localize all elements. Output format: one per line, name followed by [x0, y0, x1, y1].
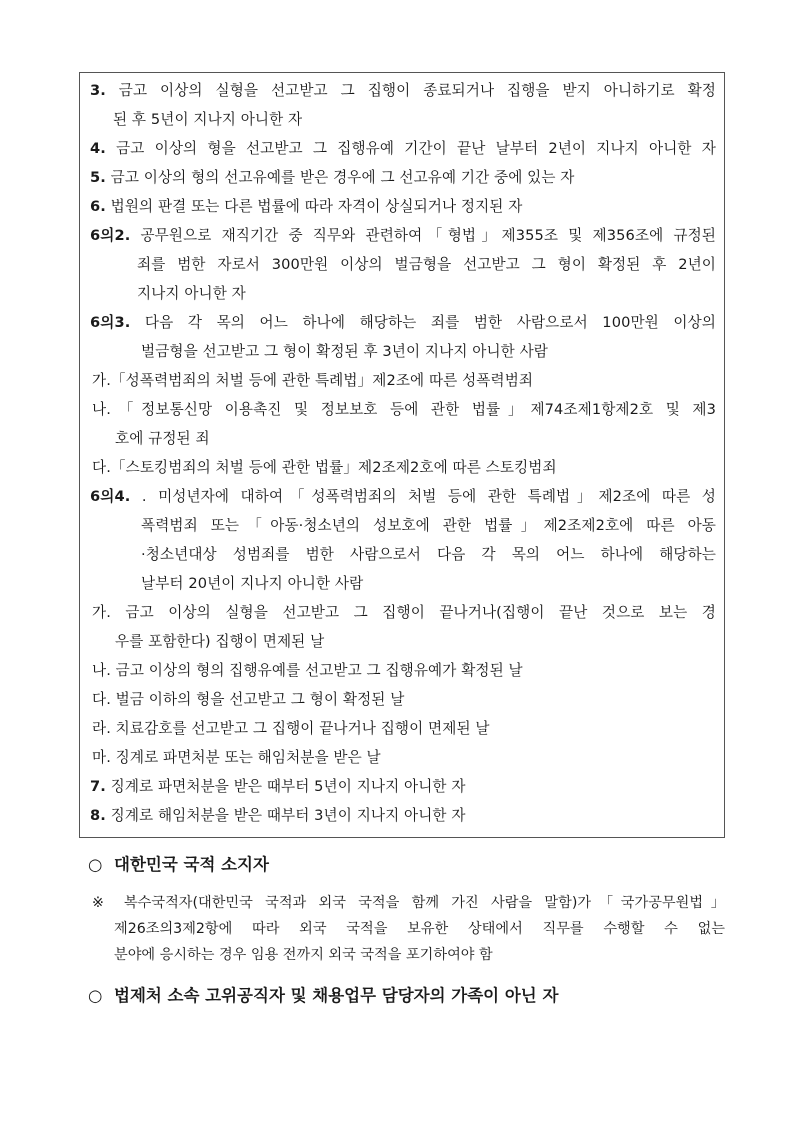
- item-7: [90, 777, 716, 797]
- circle-bullet-icon: ○: [88, 855, 103, 874]
- item-6: [90, 197, 716, 217]
- item-number: 6.: [90, 198, 106, 215]
- item-6-4-line-4: 날부터 20년이 지나지 아니한 사람: [141, 575, 364, 592]
- subitem-ra: 라. 치료감호를 선고받고 그 집행이 끝나거나 집행이 면제된 날: [92, 720, 490, 737]
- item-number: 8.: [90, 807, 106, 824]
- item-number: 6의3.: [90, 314, 131, 331]
- subitem-na-line-2: 호에 규정된 죄: [115, 430, 210, 447]
- item-number: 5.: [90, 169, 106, 186]
- item-number: 6의2.: [90, 227, 131, 244]
- item-4: [90, 139, 716, 159]
- note-line-3: 분야에 응시하는 경우 임용 전까지 외국 국적을 포기하여야 함: [114, 947, 493, 963]
- circle-bullet-icon: ○: [88, 986, 103, 1005]
- item-text: 금고 이상의 형을 선고받고 그 집행유예 기간이 끝난 날부터 2년이 지나지 아니한 자: [105, 140, 716, 157]
- subitem-na-2: 나. 금고 이상의 형의 집행유예를 선고받고 그 집행유예가 확정된 날: [92, 662, 523, 679]
- item-text: 다음 각 목의 어느 하나에 해당하는 죄를 범한 사람으로서 100만원 이상의: [130, 314, 716, 331]
- item-6-2-line-2: 죄를 범한 자로서 300만원 이상의 벌금형을 선고받고 그 형이 확정된 후 2년이: [137, 256, 716, 273]
- item-6-2-line-3: 지나지 아니한 자: [137, 285, 246, 302]
- item-6-4-line-3: ·청소년대상 성범죄를 범한 사람으로서 다음 각 목의 어느 하나에 해당하는: [141, 546, 716, 563]
- item-6-4-line-2: 폭력범죄 또는「아동·청소년의 성보호에 관한 법률」제2조제2호에 따른 아동: [141, 517, 716, 534]
- subitem-da-2: 다. 벌금 이하의 형을 선고받고 그 형이 확정된 날: [92, 691, 405, 708]
- item-text: 금고 이상의 형의 선고유예를 받은 경우에 그 선고유예 기간 중에 있는 자: [105, 169, 575, 186]
- item-text: 금고 이상의 실형을 선고받고 그 집행이 종료되거나 집행을 받지 아니하기로 확정: [105, 82, 716, 99]
- item-3-line-1: [90, 81, 716, 101]
- subitem-ga: 가.「성폭력범죄의 처벌 등에 관한 특례법」제2조에 따른 성폭력범죄: [92, 372, 534, 389]
- subitem-ga-2-line-1: 가. 금고 이상의 실형을 선고받고 그 집행이 끝나거나(집행이 끝난 것으로 보는 경: [92, 604, 716, 621]
- disqualification-list-box: [79, 72, 725, 838]
- section-nationality: [88, 854, 269, 876]
- section-title: 대한민국 국적 소지자: [114, 855, 269, 874]
- note-line-2: 제26조의3제2항에 따라 외국 국적을 보유한 상태에서 직무를 수행할 수 없는: [114, 921, 725, 937]
- item-number: 3.: [90, 82, 106, 99]
- note-line-1: ※ 복수국적자(대한민국 국적과 외국 국적을 함께 가진 사람을 말함)가「국가공무원법」: [92, 895, 725, 911]
- item-6-2-line-1: [90, 226, 716, 246]
- item-3-line-2: 된 후 5년이 지나지 아니한 자: [113, 111, 303, 128]
- subitem-da: 다.「스토킹범죄의 처벌 등에 관한 법률」제2조제2호에 따른 스토킹범죄: [92, 459, 557, 476]
- item-text: 징계로 해임처분을 받은 때부터 3년이 지나지 아니한 자: [105, 807, 466, 824]
- item-text: . 미성년자에 대하여「성폭력범죄의 처벌 등에 관한 특례법」제2조에 따른 성: [130, 488, 716, 505]
- item-5: [90, 168, 716, 188]
- section-family-restriction: [88, 985, 558, 1007]
- section-title: 법제처 소속 고위공직자 및 채용업무 담당자의 가족이 아닌 자: [114, 986, 559, 1005]
- item-text: 법원의 판결 또는 다른 법률에 따라 자격이 상실되거나 정지된 자: [105, 198, 523, 215]
- subitem-ga-2-line-2: 우를 포함한다) 집행이 면제된 날: [115, 633, 325, 650]
- item-6-3-line-2: 벌금형을 선고받고 그 형이 확정된 후 3년이 지나지 아니한 사람: [141, 343, 548, 360]
- item-number: 4.: [90, 140, 106, 157]
- item-8: [90, 806, 716, 826]
- subitem-ma: 마. 징계로 파면처분 또는 해임처분을 받은 날: [92, 749, 381, 766]
- item-number: 6의4.: [90, 488, 131, 505]
- subitem-na-line-1: 나.「정보통신망 이용촉진 및 정보보호 등에 관한 법률」제74조제1항제2호 및 제3: [92, 401, 716, 418]
- item-6-3-line-1: [90, 313, 716, 333]
- item-text: 징계로 파면처분을 받은 때부터 5년이 지나지 아니한 자: [105, 778, 466, 795]
- item-number: 7.: [90, 778, 106, 795]
- item-6-4-line-1: [90, 487, 716, 507]
- item-text: 공무원으로 재직기간 중 직무와 관련하여「형법」제355조 및 제356조에 규정된: [130, 227, 716, 244]
